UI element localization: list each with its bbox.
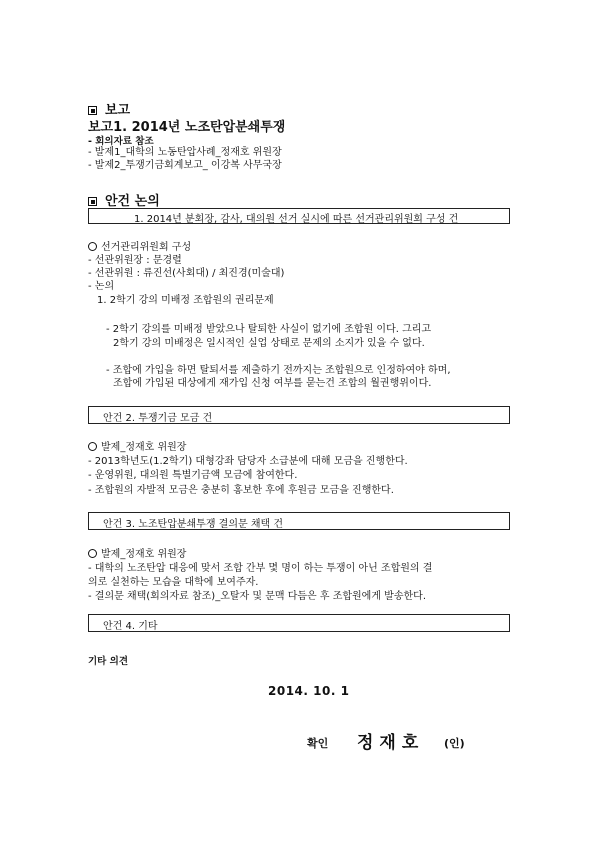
circle-bullet-icon [88, 242, 97, 251]
agenda-item1-para1-line1: - 2학기 강의를 미배정 받았으나 탈퇴한 사실이 없기에 조합원 이다. 그리고 [106, 324, 432, 335]
agenda-item1-circle-line: 선거관리위원회 구성 [88, 241, 191, 254]
circle-bullet-icon [88, 549, 97, 558]
agenda-item4-header: 안건 4. 기타 [103, 621, 158, 632]
circle-bullet-icon [88, 442, 97, 451]
agenda-item1-line-2: - 선관위원 : 류진선(사회대) / 최진경(미술대) [88, 268, 285, 279]
agenda-item1-header-box [88, 208, 510, 224]
agenda-item3-line-3: - 결의문 채택(회의자료 참조)_오탈자 및 문맥 다듬은 후 조합원에게 발송한다. [88, 591, 426, 602]
agenda-item1-line-1: - 선관위원장 : 문경렬 [88, 255, 182, 266]
document-date: 2014. 10. 1 [268, 684, 350, 698]
filled-square-icon [88, 106, 97, 115]
agenda-item2-line-2: - 운영위원, 대의원 특별기금액 모금에 참여한다. [88, 470, 298, 481]
agenda-item3-circle-line: 발제_정재호 위원장 [88, 548, 186, 561]
agenda-item3-header: 안건 3. 노조탄압분쇄투쟁 결의문 채택 건 [103, 519, 283, 530]
agenda-item1-para2-line2: 조합에 가입된 대상에게 재가입 신청 여부를 묻는건 조합의 월권행위이다. [113, 378, 432, 389]
filled-square-icon [88, 197, 97, 206]
agenda-item2-header-box [88, 406, 510, 424]
report-ref-label: - 회의자료 참조 [88, 136, 154, 147]
agenda-item3-header-box [88, 512, 510, 530]
report-item-1: - 발제1_대학의 노동탄압사례_정재호 위원장 [88, 147, 282, 158]
agenda-item3-line-1: - 대학의 노조탄압 대응에 맞서 조합 간부 몇 명이 하는 투쟁이 아닌 조합원의 결 [88, 563, 433, 574]
agenda-item2-circle-line: 발제_정재호 위원장 [88, 441, 186, 454]
agenda-item1-discussion-title: 1. 2학기 강의 미배정 조합원의 권리문제 [97, 295, 274, 306]
seal-mark: (인) [444, 737, 465, 750]
other-opinion-label: 기타 의견 [88, 656, 129, 667]
agenda-section-label: 안건 논의 [105, 194, 160, 209]
report-item-2: - 발제2_투쟁기금회계보고_ 이강복 사무국장 [88, 160, 282, 171]
agenda-item2-line-1: - 2013학년도(1.2학기) 대형강좌 담당자 소급분에 대해 모금을 진행한다. [88, 456, 408, 467]
agenda-item1-line-3: - 논의 [88, 281, 115, 292]
report-title: 보고1. 2014년 노조탄압분쇄투쟁 [88, 120, 286, 135]
agenda-item2-line-3: - 조합원의 자발적 모금은 충분히 홍보한 후에 후원금 모금을 진행한다. [88, 485, 394, 496]
agenda-item1-header: 1. 2014년 분회장, 감사, 대의원 선거 실시에 따른 선거관리위원회 구성 건 [134, 214, 459, 225]
confirm-label: 확인 [307, 737, 329, 750]
agenda-item3-line-2: 의로 실천하는 모습을 대학에 보여주자. [88, 577, 259, 588]
agenda-section-heading [88, 190, 160, 209]
report-section-label: 보고 [105, 103, 131, 118]
agenda-item4-header-box [88, 614, 510, 632]
agenda-item2-header: 안건 2. 투쟁기금 모금 건 [103, 413, 213, 424]
agenda-item1-para2-line1: - 조합에 가입을 하면 탈퇴서를 제출하기 전까지는 조합원으로 인정하여야 하며, [106, 365, 451, 376]
signer-name: 정재호 [357, 733, 425, 753]
agenda-item1-para1-line2: 2학기 강의 미배정은 일시적인 실업 상태로 문제의 소지가 있을 수 없다. [113, 338, 425, 349]
